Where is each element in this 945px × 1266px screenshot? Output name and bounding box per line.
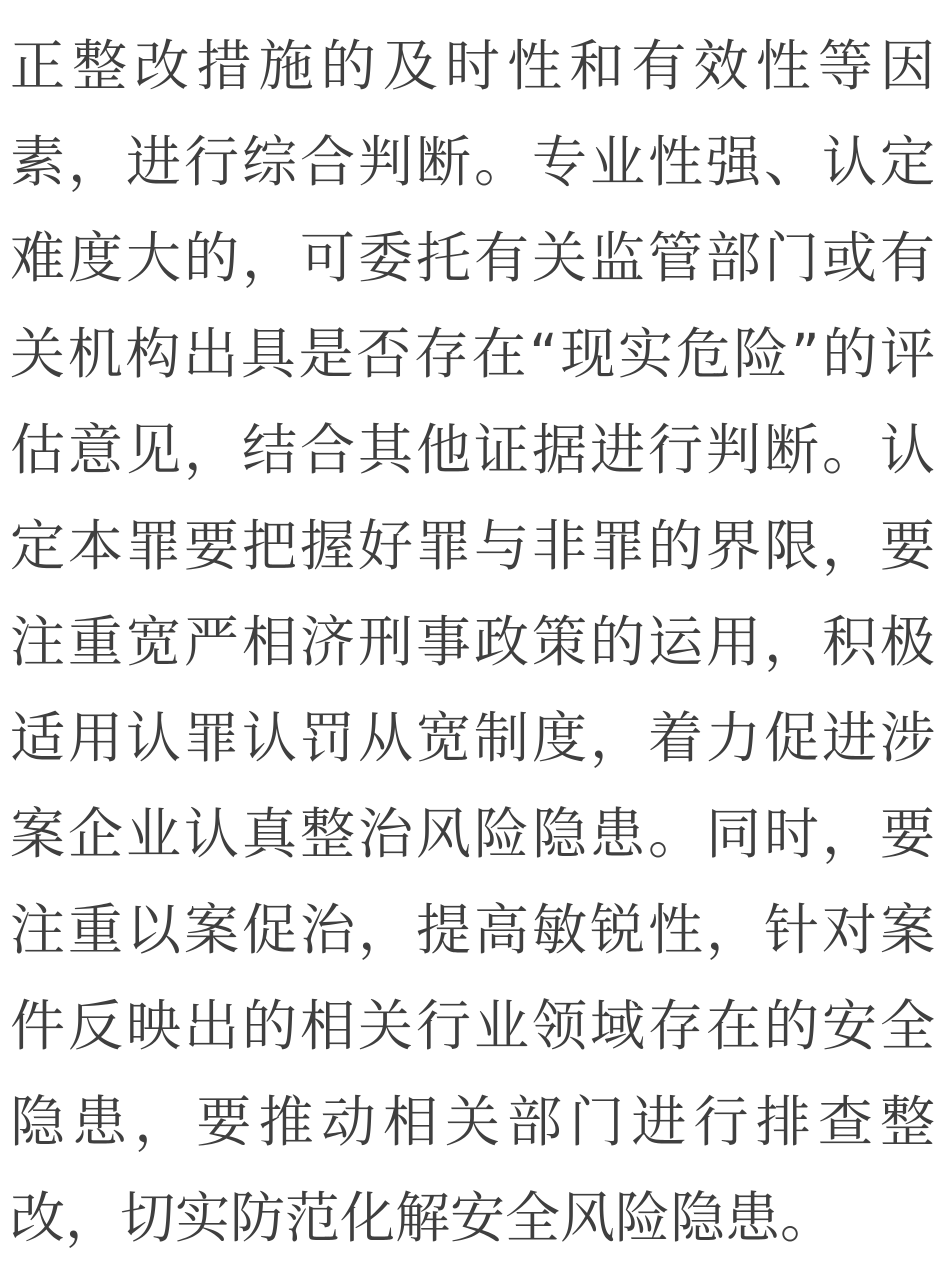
document-paragraph: 正整改措施的及时性和有效性等因素，进行综合判断。专业性强、认定难度大的，可委托有关监管部门或有关机构出具是否存在“现实危险”的评估意见，结合其他证据进行判断。认定本罪要把握好罪与非罪的界限，要注重宽严相济刑事政策的运用，积极适用认罪认罚从宽制度，着力促进涉案企业认真整治风险隐患。同时，要注重以案促治，提高敏锐性，针对案件反映出的相关行业领域存在的安全隐患，要推动相关部门进行排查整改，切实防范化解安全风险隐患。: [10, 34, 935, 1250]
